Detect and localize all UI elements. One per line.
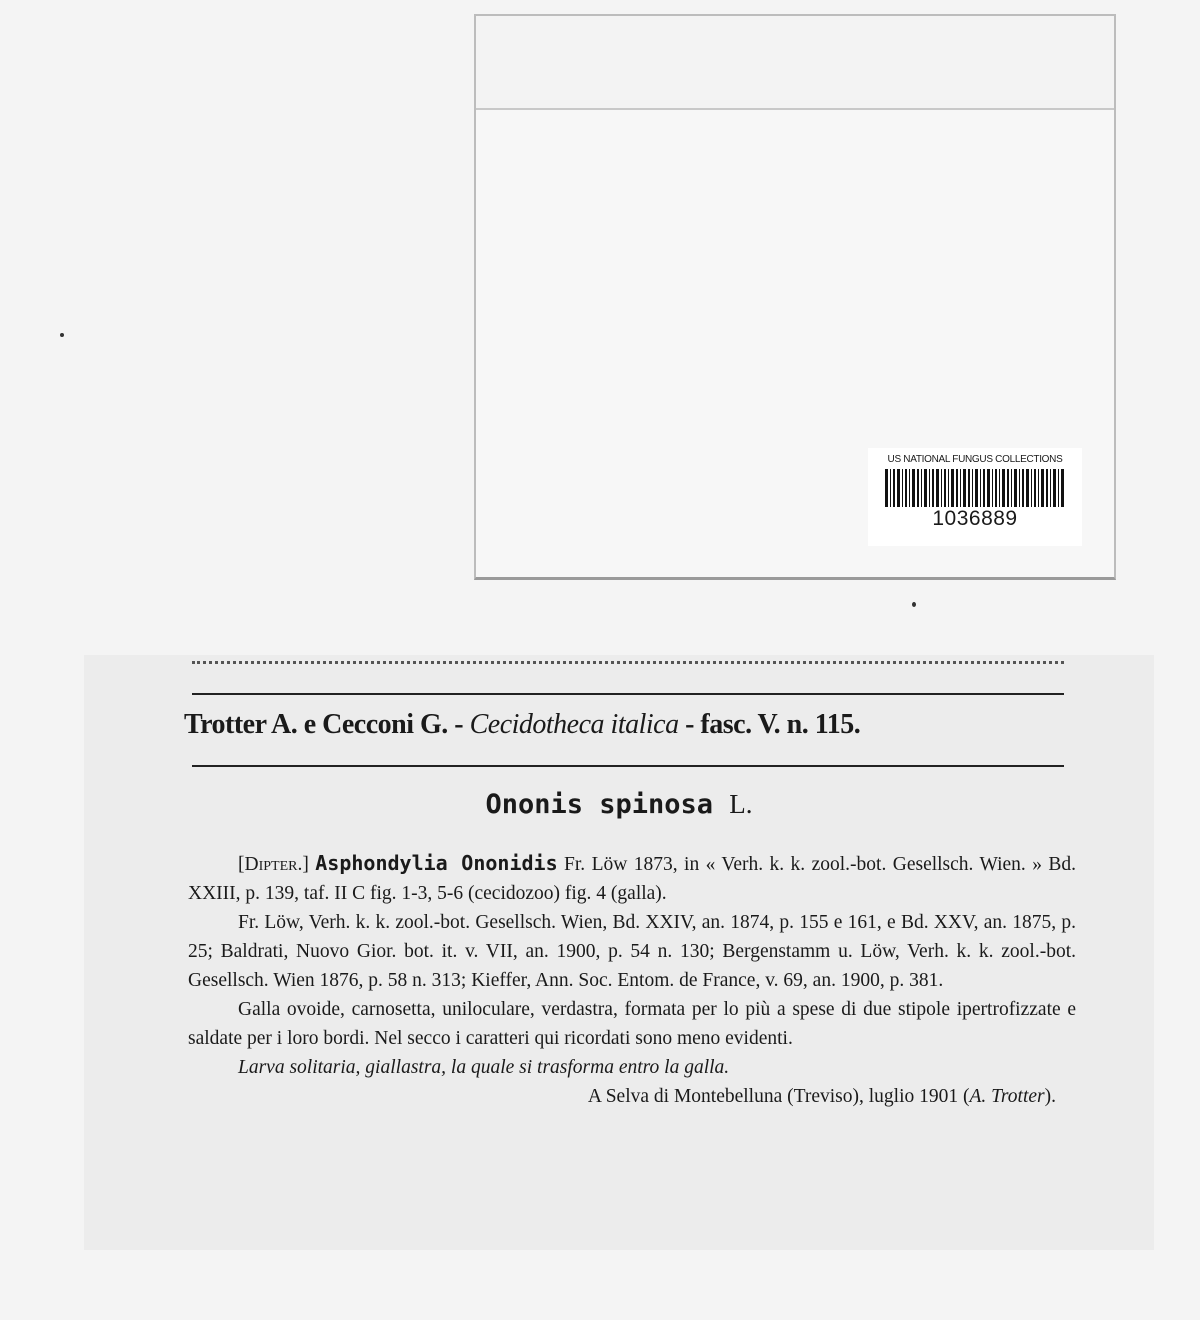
barcode-label: [868, 448, 1082, 546]
gall-maker-name: Asphondylia Ononidis: [315, 851, 558, 875]
series-heading: [184, 709, 1076, 741]
bottom-rule: [192, 765, 1064, 767]
series-number: - fasc. V. n. 115.: [685, 709, 861, 740]
locality-line: [188, 1082, 1076, 1111]
insect-order: [Dipter.]: [238, 854, 309, 875]
primary-reference: [188, 849, 1076, 908]
dotted-rule: [192, 661, 1064, 664]
top-rule: [192, 693, 1064, 695]
collector-name: A. Trotter: [969, 1086, 1045, 1107]
larva-note: Larva solitaria, giallastra, la quale si trasforma entro la galla.: [238, 1057, 730, 1078]
host-name: Ononis spinosa: [485, 789, 714, 820]
specimen-envelope: [474, 14, 1116, 580]
primary-reference-text: Fr. Löw 1873, in « Verh. k. k. zool.-bot. Gesellsch. Wien. » Bd. XXIII, p. 139, taf. II C fig. 1-3, 5-6 (cecidozoo) fig. 4 (galla).: [188, 854, 1077, 904]
gall-description: Galla ovoide, carnosetta, uniloculare, verdastra, formata per lo più a spese di due stipole ipertrofizzate e saldate per i loro bordi. Nel secco i caratteri qui ricordati sono meno evidenti.: [188, 999, 1076, 1049]
barcode-icon: [885, 469, 1065, 507]
envelope-flap: [476, 16, 1114, 110]
barcode-caption: US NATIONAL FUNGUS COLLECTIONS: [887, 454, 1063, 465]
host-author: L.: [729, 789, 753, 819]
locality-text: A Selva di Montebelluna (Treviso), luglio 1901 (: [587, 1086, 970, 1107]
catalog-number: 1036889: [932, 507, 1018, 530]
exsiccata-label: [84, 655, 1154, 1250]
host-name-heading: [84, 789, 1154, 820]
other-references: Fr. Löw, Verh. k. k. zool.-bot. Gesellsch. Wien, Bd. XXIV, an. 1874, p. 155 e 161, e Bd. XXV, an. 1875, p. 25; Baldrati, Nuovo Gior. bot. it. v. VII, an. 1900, p. 54 n. 130; Bergenstamm u. Löw, Verh. k. k. zool.-bot. Gesellsch. Wien 1876, p. 58 n. 313; Kieffer, Ann. Soc. Entom. de France, v. 69, an. 1900, p. 381.: [188, 912, 1076, 991]
dust-speck: [60, 333, 64, 337]
series-authors: Trotter A. e Cecconi G. -: [184, 709, 464, 740]
series-title: Cecidotheca italica: [469, 709, 679, 740]
dust-speck: [912, 602, 916, 607]
locality-end: ).: [1044, 1086, 1056, 1107]
label-body: [188, 849, 1076, 1111]
